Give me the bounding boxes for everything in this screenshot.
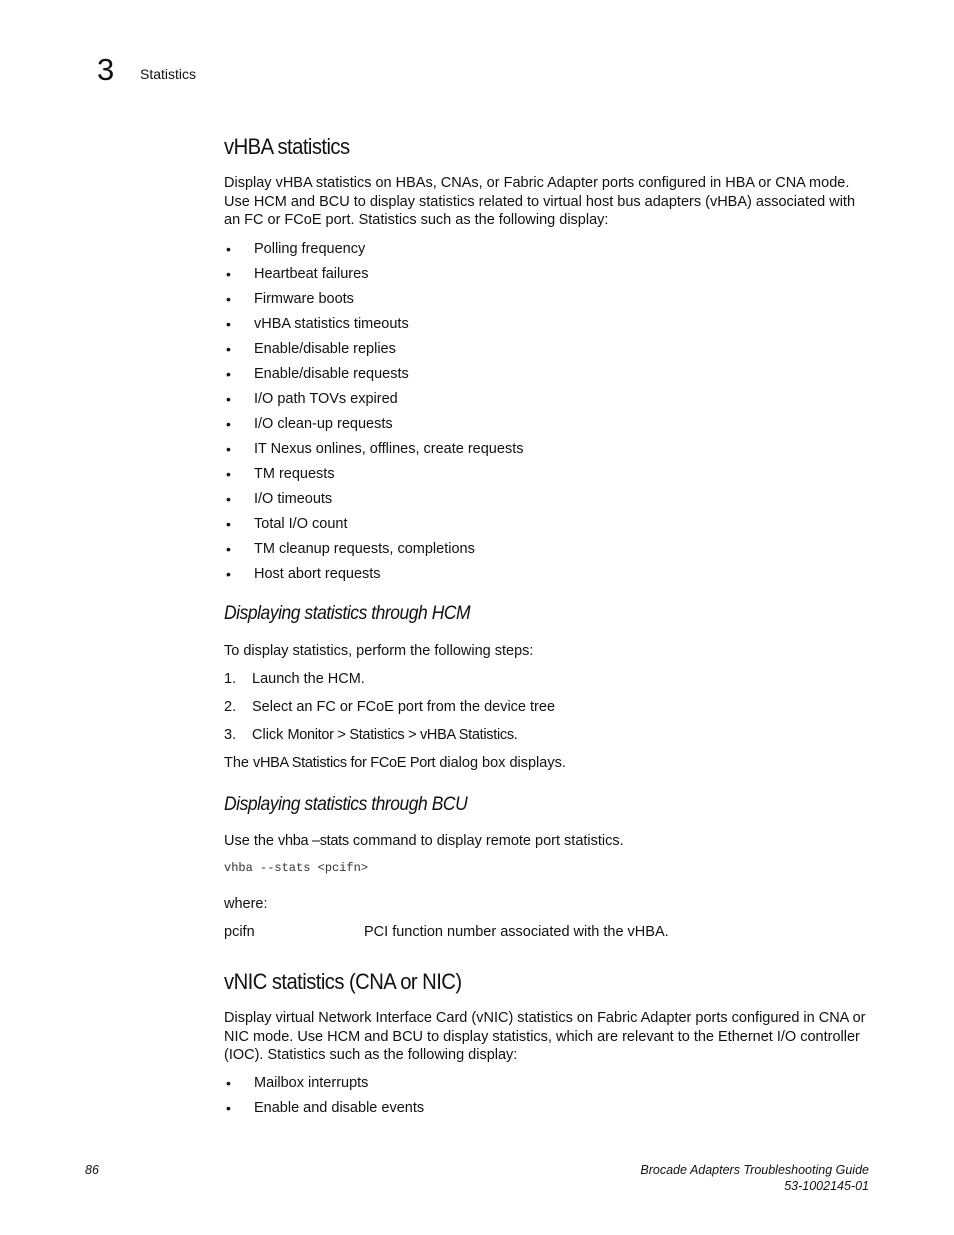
step-item: 2. Select an FC or FCoE port from the device tree [224, 699, 556, 715]
list-item: • Enable and disable events [226, 1100, 425, 1116]
list-item: • Firmware boots [226, 291, 354, 307]
bullet-icon: • [226, 366, 231, 382]
chapter-title: Statistics [140, 66, 197, 82]
list-item: • Enable/disable requests [226, 366, 409, 382]
bullet-icon: • [226, 1100, 231, 1116]
footer-doc-title: Brocade Adapters Troubleshooting Guide [640, 1163, 869, 1177]
footer-doc-number: 53-1002145-01 [784, 1179, 869, 1193]
bullet-icon: • [226, 541, 231, 557]
list-item: • Total I/O count [226, 516, 348, 532]
vnic-intro-paragraph: Display virtual Network Interface Card (vNIC) statistics on Fabric Adapter ports configured in CNA or NIC mode. Use HCM and BCU to display statistics, which are relevant to the Ethernet I/O controller (IOC). Statistics such as the following display: [224, 1010, 866, 1063]
bcu-usage: Use the vhba –stats command to display remote port statistics. [224, 833, 624, 849]
list-item: • I/O path TOVs expired [226, 391, 398, 407]
page-number: 86 [85, 1163, 99, 1177]
step-item: 3. Click Monitor > Statistics > vHBA Statistics. [224, 727, 518, 743]
chapter-number: 3 [97, 52, 115, 87]
list-item: • IT Nexus onlines, offlines, create requests [226, 441, 524, 457]
command-syntax: vhba --stats <pcifn> [224, 861, 369, 875]
menu-path: Monitor > Statistics > vHBA Statistics [287, 727, 514, 743]
list-item: • Enable/disable replies [226, 341, 396, 357]
list-item: • I/O clean-up requests [226, 416, 393, 432]
hcm-result: The vHBA Statistics for FCoE Port dialog box displays. [224, 755, 566, 771]
dialog-name: vHBA Statistics for FCoE Port [253, 755, 436, 771]
list-item: • I/O timeouts [226, 491, 333, 507]
bullet-icon: • [226, 291, 231, 307]
section-heading-vnic: vNIC statistics (CNA or NIC) [224, 969, 462, 994]
step-item: 1. Launch the HCM. [224, 671, 365, 687]
bullet-icon: • [226, 566, 231, 582]
param-description: PCI function number associated with the vHBA. [364, 924, 669, 940]
list-item: • Polling frequency [226, 241, 366, 257]
list-item: • Heartbeat failures [226, 266, 369, 282]
bullet-icon: • [226, 241, 231, 257]
bullet-icon: • [226, 416, 231, 432]
list-item: • Mailbox interrupts [226, 1075, 369, 1091]
bullet-icon: • [226, 516, 231, 532]
bullet-icon: • [226, 391, 231, 407]
subsection-heading-hcm: Displaying statistics through HCM [224, 603, 471, 624]
hcm-intro: To display statistics, perform the following steps: [224, 643, 534, 659]
param-name: pcifn [224, 924, 255, 940]
list-item: • vHBA statistics timeouts [226, 316, 409, 332]
section-heading-vhba: vHBA statistics [224, 134, 350, 159]
vhba-intro-paragraph: Display vHBA statistics on HBAs, CNAs, or Fabric Adapter ports configured in HBA or CNA mode. Use HCM and BCU to display statistics related to virtual host bus adapters (vHBA) associated with an FC or FCoE port. Statistics such as the following display: [224, 175, 856, 228]
bullet-icon: • [226, 266, 231, 282]
list-item: • Host abort requests [226, 566, 381, 582]
vnic-statistics-list [226, 1074, 866, 1124]
bullet-icon: • [226, 316, 231, 332]
hcm-steps-list [224, 670, 864, 754]
list-item: • TM cleanup requests, completions [226, 541, 475, 557]
bullet-icon: • [226, 341, 231, 357]
vhba-statistics-list [226, 240, 866, 590]
list-item: • TM requests [226, 466, 335, 482]
bullet-icon: • [226, 491, 231, 507]
subsection-heading-bcu: Displaying statistics through BCU [224, 794, 468, 815]
where-label: where: [224, 896, 268, 912]
command-name: vhba –stats [278, 833, 349, 849]
bullet-icon: • [226, 441, 231, 457]
bullet-icon: • [226, 1075, 231, 1091]
bullet-icon: • [226, 466, 231, 482]
